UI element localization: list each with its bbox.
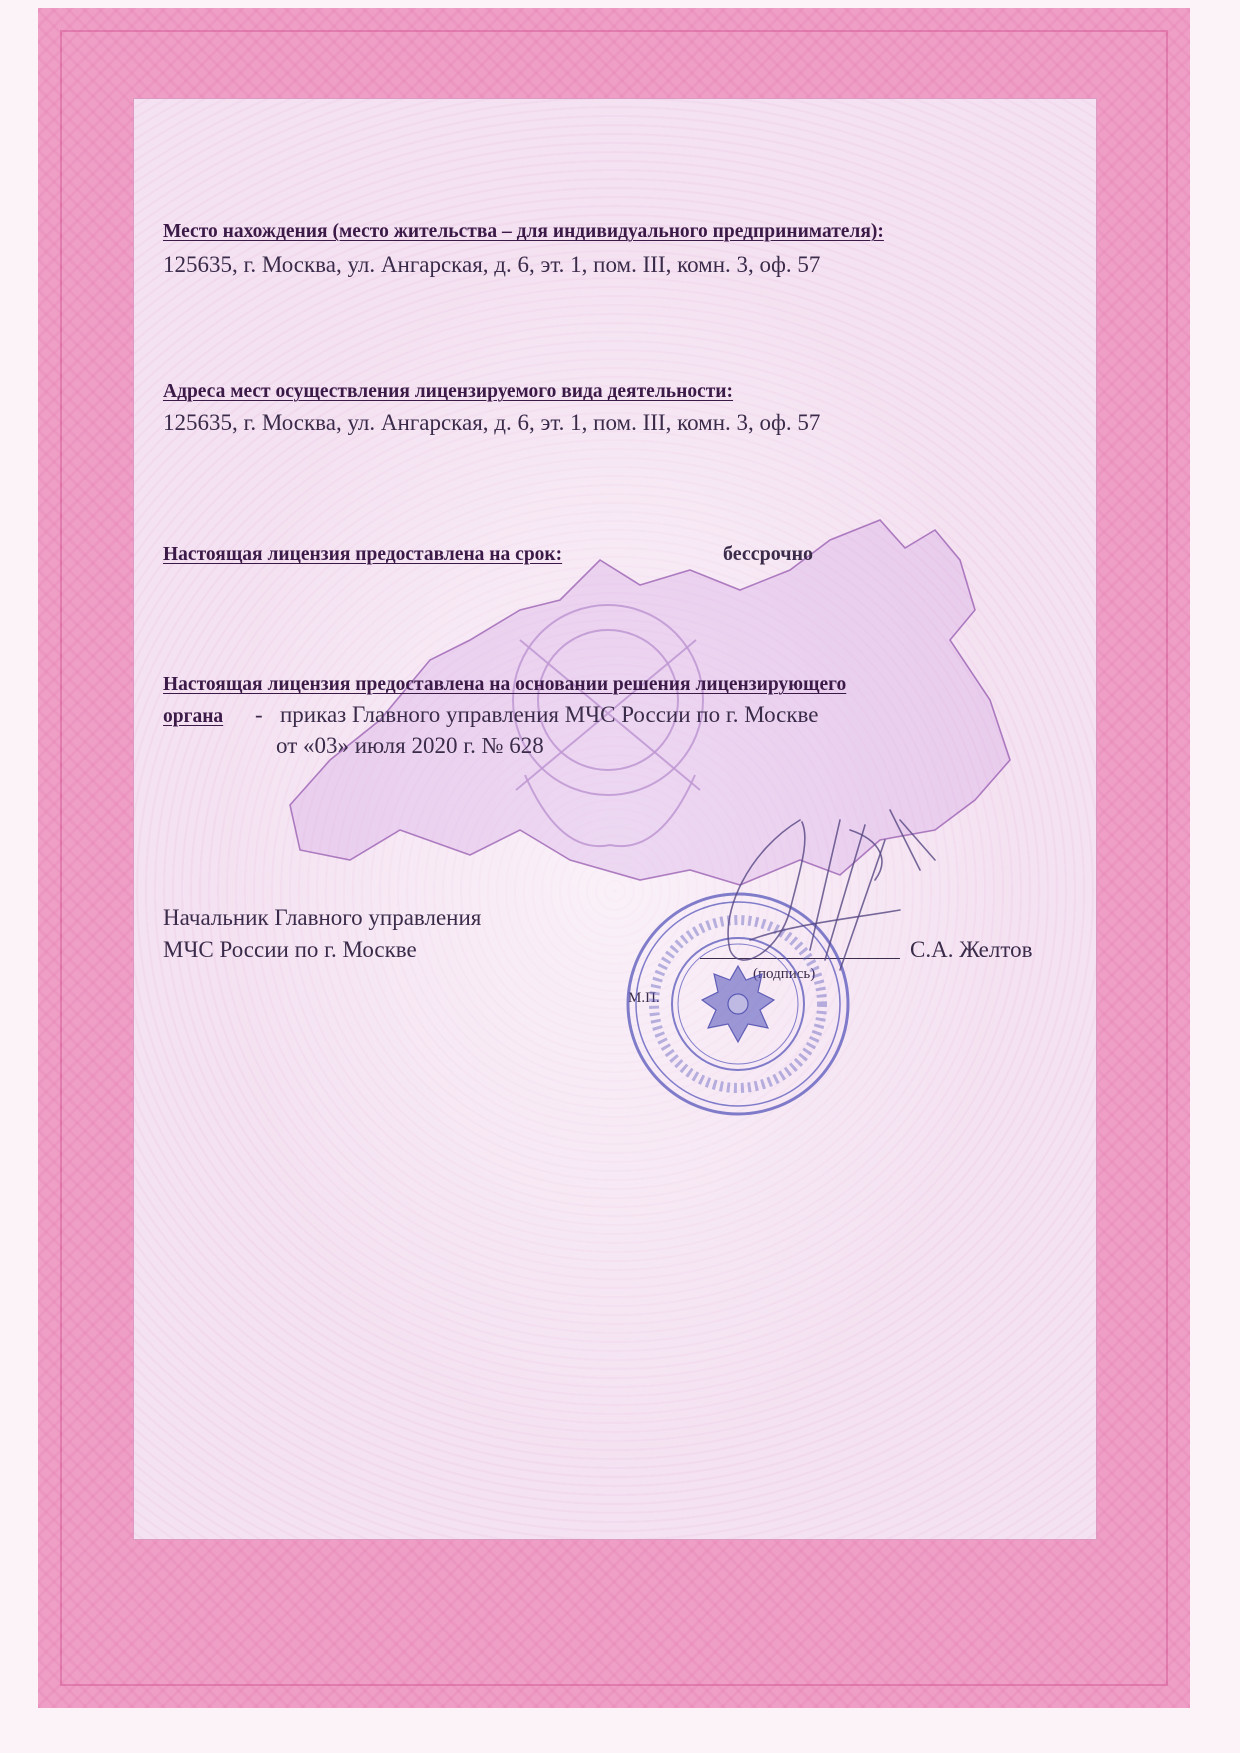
basis-value-line2: от «03» июля 2020 г. № 628 — [276, 733, 544, 758]
signatory-position-line2: МЧС России по г. Москве — [163, 937, 417, 962]
term-value: бессрочно — [723, 543, 814, 565]
signature-caption: (подпись) — [753, 966, 816, 982]
signatory-position-line1: Начальник Главного управления — [163, 905, 482, 930]
location-value: 125635, г. Москва, ул. Ангарская, д. 6, эт. 1, пом. III, комн. 3, оф. 57 — [163, 252, 821, 277]
location-label: Место нахождения (место жительства – для индивидуального предпринимателя): — [163, 221, 884, 242]
signatory-name: С.А. Желтов — [910, 937, 1033, 962]
basis-value-line1: приказ Главного управления МЧС России по г. Москве — [280, 702, 819, 727]
handwritten-signature — [690, 800, 940, 1000]
basis-label-line1: Настоящая лицензия предоставлена на основании решения лицензирующего — [163, 674, 847, 695]
basis-label-line2: органа — [163, 706, 224, 727]
activity-addresses-value: 125635, г. Москва, ул. Ангарская, д. 6, эт. 1, пом. III, комн. 3, оф. 57 — [163, 410, 821, 435]
term-label: Настоящая лицензия предоставлена на срок: — [163, 544, 563, 565]
basis-dash: - — [255, 702, 263, 727]
seal-caption: М.П. — [628, 990, 660, 1006]
activity-addresses-label: Адреса мест осуществления лицензируемого вида деятельности: — [163, 381, 734, 402]
